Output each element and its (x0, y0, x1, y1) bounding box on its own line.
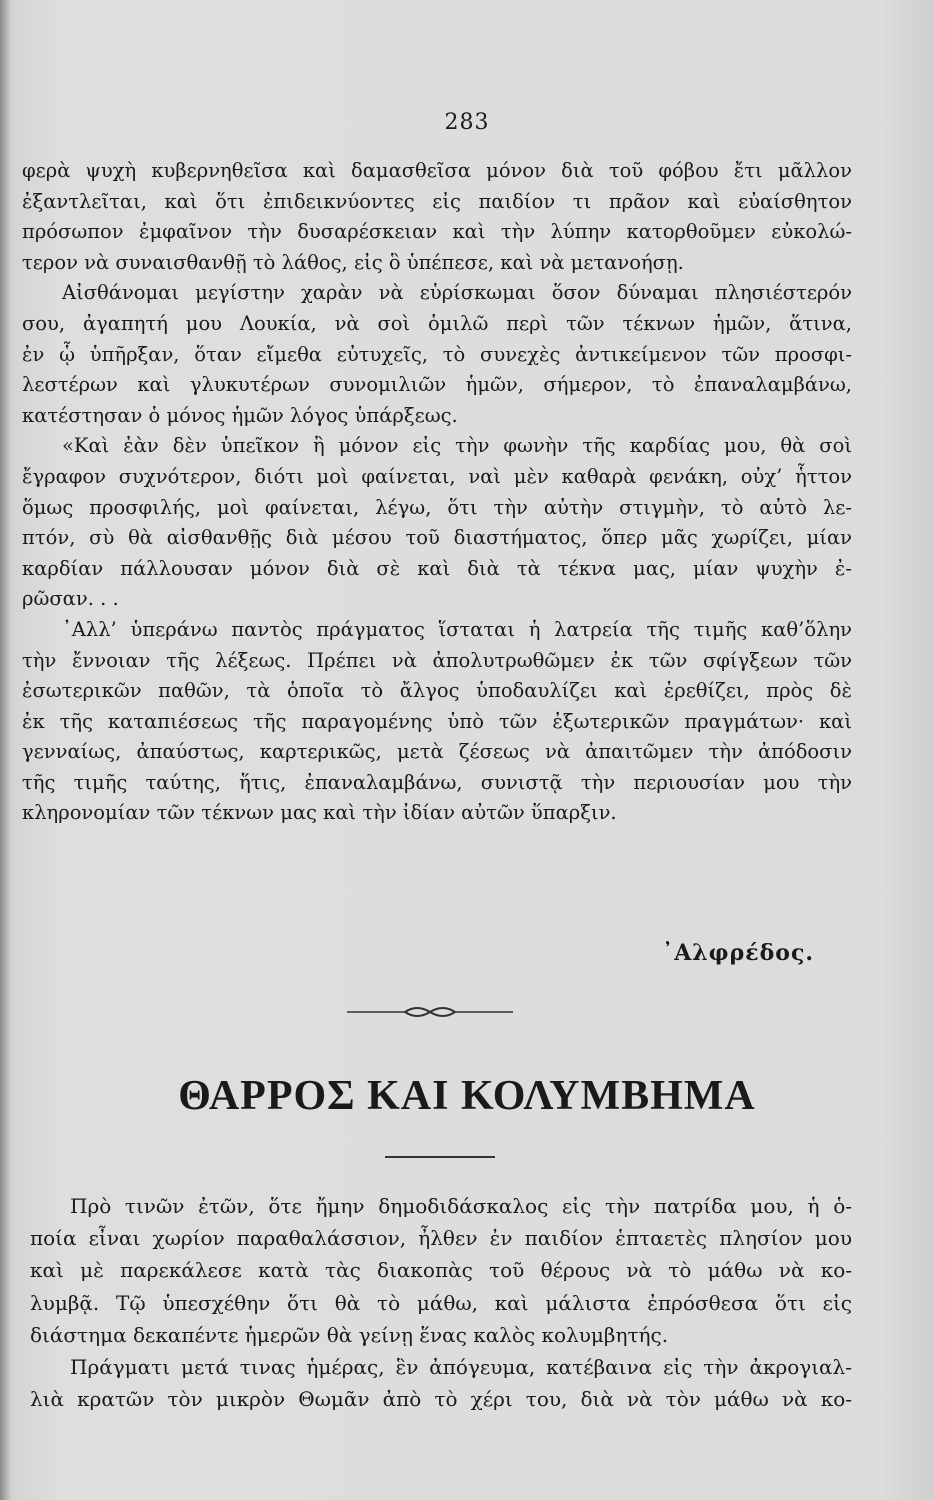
text-line: τερον νὰ συναισθανθῇ τὸ λάθος, εἰς ὃ ὑπέπεσε, καὶ νὰ μετανοήσῃ. (22, 250, 684, 274)
text-line: κατέστησαν ὁ μόνος ἡμῶν λόγος ὑπάρξεως. (22, 403, 458, 427)
page-binding-edge (0, 0, 10, 1500)
text-line: κληρονομίαν τῶν τέκνων μας καὶ τὴν ἰδίαν αὐτῶν ὕπαρξιν. (22, 801, 617, 825)
article-heading: ΘΑΡΡΟΣ ΚΑΙ ΚΟΛΥΜΒΗΜΑ (178, 1073, 756, 1119)
text-line: γενναίως, ἀπαύστως, καρτερικῶς, μετὰ ζέσεως νὰ ἀπαιτῶμεν τὴν ἀπόδοσιν (22, 740, 852, 764)
text-line: Πρὸ τινῶν ἐτῶν, ὅτε ἤμην δημοδιδάσκαλος εἰς τὴν πατρίδα μου, ἡ ὁ- (70, 1194, 852, 1218)
text-line: ἔγραφον συχνότερον, διότι μοὶ φαίνεται, ναὶ μὲν καθαρὰ φενάκη, οὐχ’ ἧττον (22, 464, 852, 488)
text-line: ποία εἶναι χωρίον παραθαλάσσιον, ἦλθεν ἐν παιδίον ἑπταετὲς πλησίον μου (30, 1226, 852, 1251)
text-line: «Καὶ ἐὰν δὲν ὑπεῖκον ἢ μόνον εἰς τὴν φωνὴν τῆς καρδίας μου, θὰ σοὶ (62, 434, 852, 458)
text-line: Πράγματι μετά τινας ἡμέρας, ἓν ἀπόγευμα, κατέβαινα εἰς τὴν ἀκρογιαλ- (70, 1354, 852, 1379)
text-line: σου, ἀγαπητή μου Λουκία, νὰ σοὶ ὁμιλῶ περὶ τῶν τέκνων ἡμῶν, ἅτινα, (22, 311, 852, 335)
letter-text (22, 156, 852, 829)
text-line: λυμβᾷ. Τῷ ὑπεσχέθην ὅτι θὰ τὸ μάθω, καὶ μάλιστα ἐπρόσθεσα ὅτι εἰς (30, 1290, 852, 1315)
text-line: Αἰσθάνομαι μεγίστην χαρὰν νὰ εὑρίσκωμαι ὅσον δύναμαι πλησιέστερόν (62, 281, 852, 305)
text-line: φερὰ ψυχὴ κυβερνηθεῖσα καὶ δαμασθεῖσα μόνον διὰ τοῦ φόβου ἔτι μᾶλλον (22, 159, 852, 182)
text-line: καρδίαν πάλλουσαν μόνον διὰ σὲ καὶ διὰ τὰ τέκνα μας, μίαν ψυχὴν ἐ- (22, 556, 852, 580)
article-text (30, 1190, 852, 1415)
text-line: ἐκ τῆς καταπιέσεως τῆς παραγομένης ὑπὸ τῶν ἐξωτερικῶν πραγμάτων· καὶ (22, 709, 852, 733)
text-line: διάστημα δεκαπέντε ἡμερῶν θὰ γείνῃ ἕνας καλὸς κολυμβητής. (30, 1322, 669, 1347)
ornament-divider (345, 1000, 515, 1024)
text-line: ἐσωτερικῶν παθῶν, τὰ ὁποῖα τὸ ἄλγος ὑποδαυλίζει καὶ ἐρεθίζει, πρὸς δὲ (22, 679, 852, 703)
text-line: ἐξαντλεῖται, καὶ ὅτι ἐπιδεικνύοντες εἰς παιδίον τι πρᾶον καὶ εὐαίσθητον (22, 189, 852, 213)
page-number: 283 (444, 110, 490, 135)
text-line: ἐν ᾧ ὑπῆρξαν, ὅταν εἴμεθα εὐτυχεῖς, τὸ συνεχὲς ἀντικείμενον τῶν προσφι- (22, 342, 852, 366)
text-line: λεστέρων καὶ γλυκυτέρων συνομιλιῶν ἡμῶν, σήμερον, τὸ ἐπαναλαμβάνω, (22, 373, 852, 397)
signature: ᾿Αλφρέδος. (662, 940, 814, 966)
text-line: τὴν ἔννοιαν τῆς λέξεως. Πρέπει νὰ ἀπολυτρωθῶμεν ἐκ τῶν σφίγξεων τῶν (22, 648, 852, 672)
text-line: πτόν, σὺ θὰ αἰσθανθῇς διὰ μέσου τοῦ διαστήματος, ὅπερ μᾶς χωρίζει, μίαν (22, 526, 852, 550)
text-line: πρόσωπον ἐμφαῖνον τὴν δυσαρέσκειαν καὶ τὴν λύπην κατορθοῦμεν εὐκολώ- (22, 220, 852, 244)
text-line: λιὰ κρατῶν τὸν μικρὸν Θωμᾶν ἀπὸ τὸ χέρι του, διὰ νὰ τὸν μάθω νὰ κο- (30, 1387, 852, 1412)
text-line: ὅμως προσφιλής, μοὶ φαίνεται, λέγω, ὅτι τὴν αὐτὴν στιγμὴν, τὸ αὐτὸ λε- (22, 495, 852, 519)
text-line: καὶ μὲ παρεκάλεσε κατὰ τὰς διακοπὰς τοῦ θέρους νὰ τὸ μάθω νὰ κο- (30, 1258, 852, 1283)
heading-rule (385, 1156, 495, 1158)
text-line: τῆς τιμῆς ταύτης, ἥτις, ἐπαναλαμβάνω, συνιστᾷ τὴν περιουσίαν μου τὴν (22, 770, 852, 794)
text-line: ᾿Αλλ’ ὑπεράνω παντὸς πράγματος ἵσταται ἡ λατρεία τῆς τιμῆς καθ’ὅλην (62, 617, 852, 641)
text-line: ρῶσαν. . . (22, 587, 119, 611)
